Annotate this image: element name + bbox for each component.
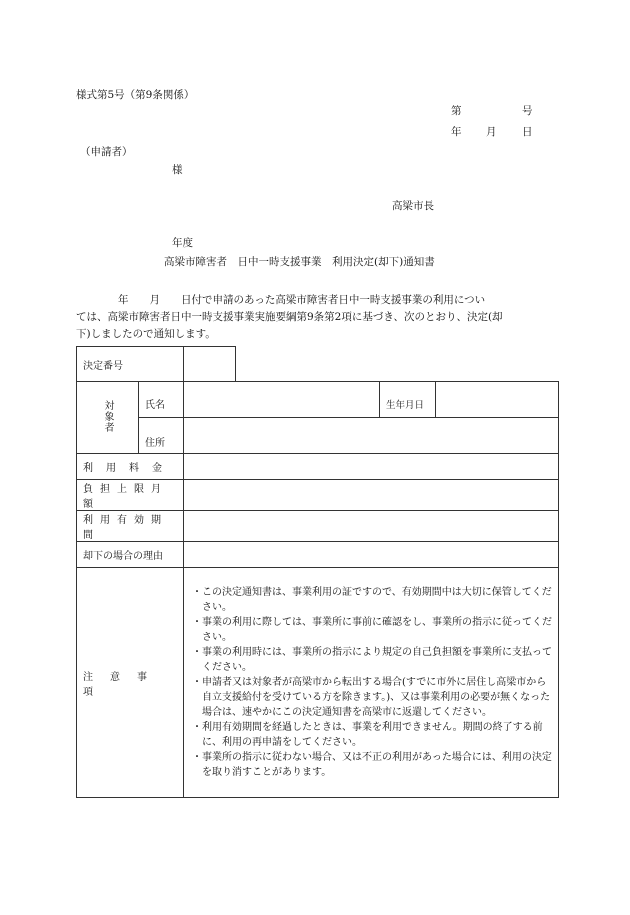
form-number: 様式第5号（第9条関係） [76, 89, 195, 101]
birthdate-label: 生年月日 [380, 382, 436, 418]
note-item: ・事業所の指示に従わない場合、又は不正の利用があった場合には、利用の決定を取り消すことがあります。 [192, 752, 552, 778]
valid-period-field[interactable] [184, 511, 559, 542]
rejection-reason-label: 却下の場合の理由 [77, 542, 184, 568]
number-prefix: 第 [451, 105, 462, 117]
body-line: ては、高梁市障害者日中一時支援事業実施要綱第9条第2項に基づき、次のとおり、決定(却 [76, 311, 503, 323]
date-day: 日 [522, 126, 533, 138]
fee-text: 利用料金 [83, 463, 175, 474]
blank-area [236, 347, 559, 382]
address-label: 住所 [139, 418, 184, 454]
note-item: ・事業の利用に際しては、事業所に事前に確認をし、事業所の指示に従ってください。 [192, 617, 552, 643]
name-field[interactable] [184, 382, 380, 418]
date-month: 月 [486, 126, 497, 138]
rejection-reason-field[interactable] [184, 542, 559, 568]
target-person-text: 対象者 [102, 399, 113, 433]
decision-number-field[interactable] [184, 347, 236, 382]
fee-label [77, 454, 184, 480]
decision-number-label: 決定番号 [77, 347, 184, 382]
birthdate-field[interactable] [436, 382, 559, 418]
notes-content [184, 568, 559, 798]
document-title: 高梁市障害者 日中一時支援事業 利用決定(却下)通知書 [164, 256, 435, 268]
notes-label-text: 注意事項 [83, 671, 164, 698]
mayor-title: 高梁市長 [392, 200, 434, 212]
body-line: 年 月 日付で申請のあった高梁市障害者日中一時支援事業の利用につい [76, 294, 486, 306]
burden-limit-text: 負担上限月額 [83, 484, 168, 510]
decision-table [76, 346, 559, 798]
name-label: 氏名 [139, 382, 184, 418]
honorific: 様 [172, 164, 183, 176]
note-item: ・利用有効期間を経過したときは、事業を利用できません。期間の終了する前に、利用の再申請をしてください。 [192, 722, 543, 748]
notes-list [192, 579, 552, 786]
notes-label [77, 568, 184, 798]
note-item: ・この決定通知書は、事業利用の証ですので、有効期間中は大切に保管してください。 [192, 587, 552, 613]
burden-limit-label [77, 480, 184, 511]
date-year: 年 [451, 126, 462, 138]
body-line: 下)しましたので通知します。 [76, 328, 216, 340]
fee-field[interactable] [184, 454, 559, 480]
note-item: ・事業の利用時には、事業所の指示により規定の自己負担額を事業所に支払ってください。 [192, 647, 552, 673]
valid-period-text: 利用有効期間 [83, 515, 168, 541]
applicant-label: （申請者） [80, 146, 133, 158]
body-paragraph [76, 292, 562, 343]
target-person-label [77, 382, 139, 454]
note-item: ・申請者又は対象者が高梁市から転出する場合(すでに市外に居住し高梁市から自立支援給付を受けている方を除きます。)、又は事業利用の必要が無くなった場合は、速やかにこの決定通知書を高梁市に返還してください。 [192, 677, 551, 718]
valid-period-label [77, 511, 184, 542]
burden-limit-field[interactable] [184, 480, 559, 511]
fiscal-year: 年度 [172, 237, 193, 249]
address-field[interactable] [184, 418, 559, 454]
number-suffix: 号 [522, 105, 533, 117]
